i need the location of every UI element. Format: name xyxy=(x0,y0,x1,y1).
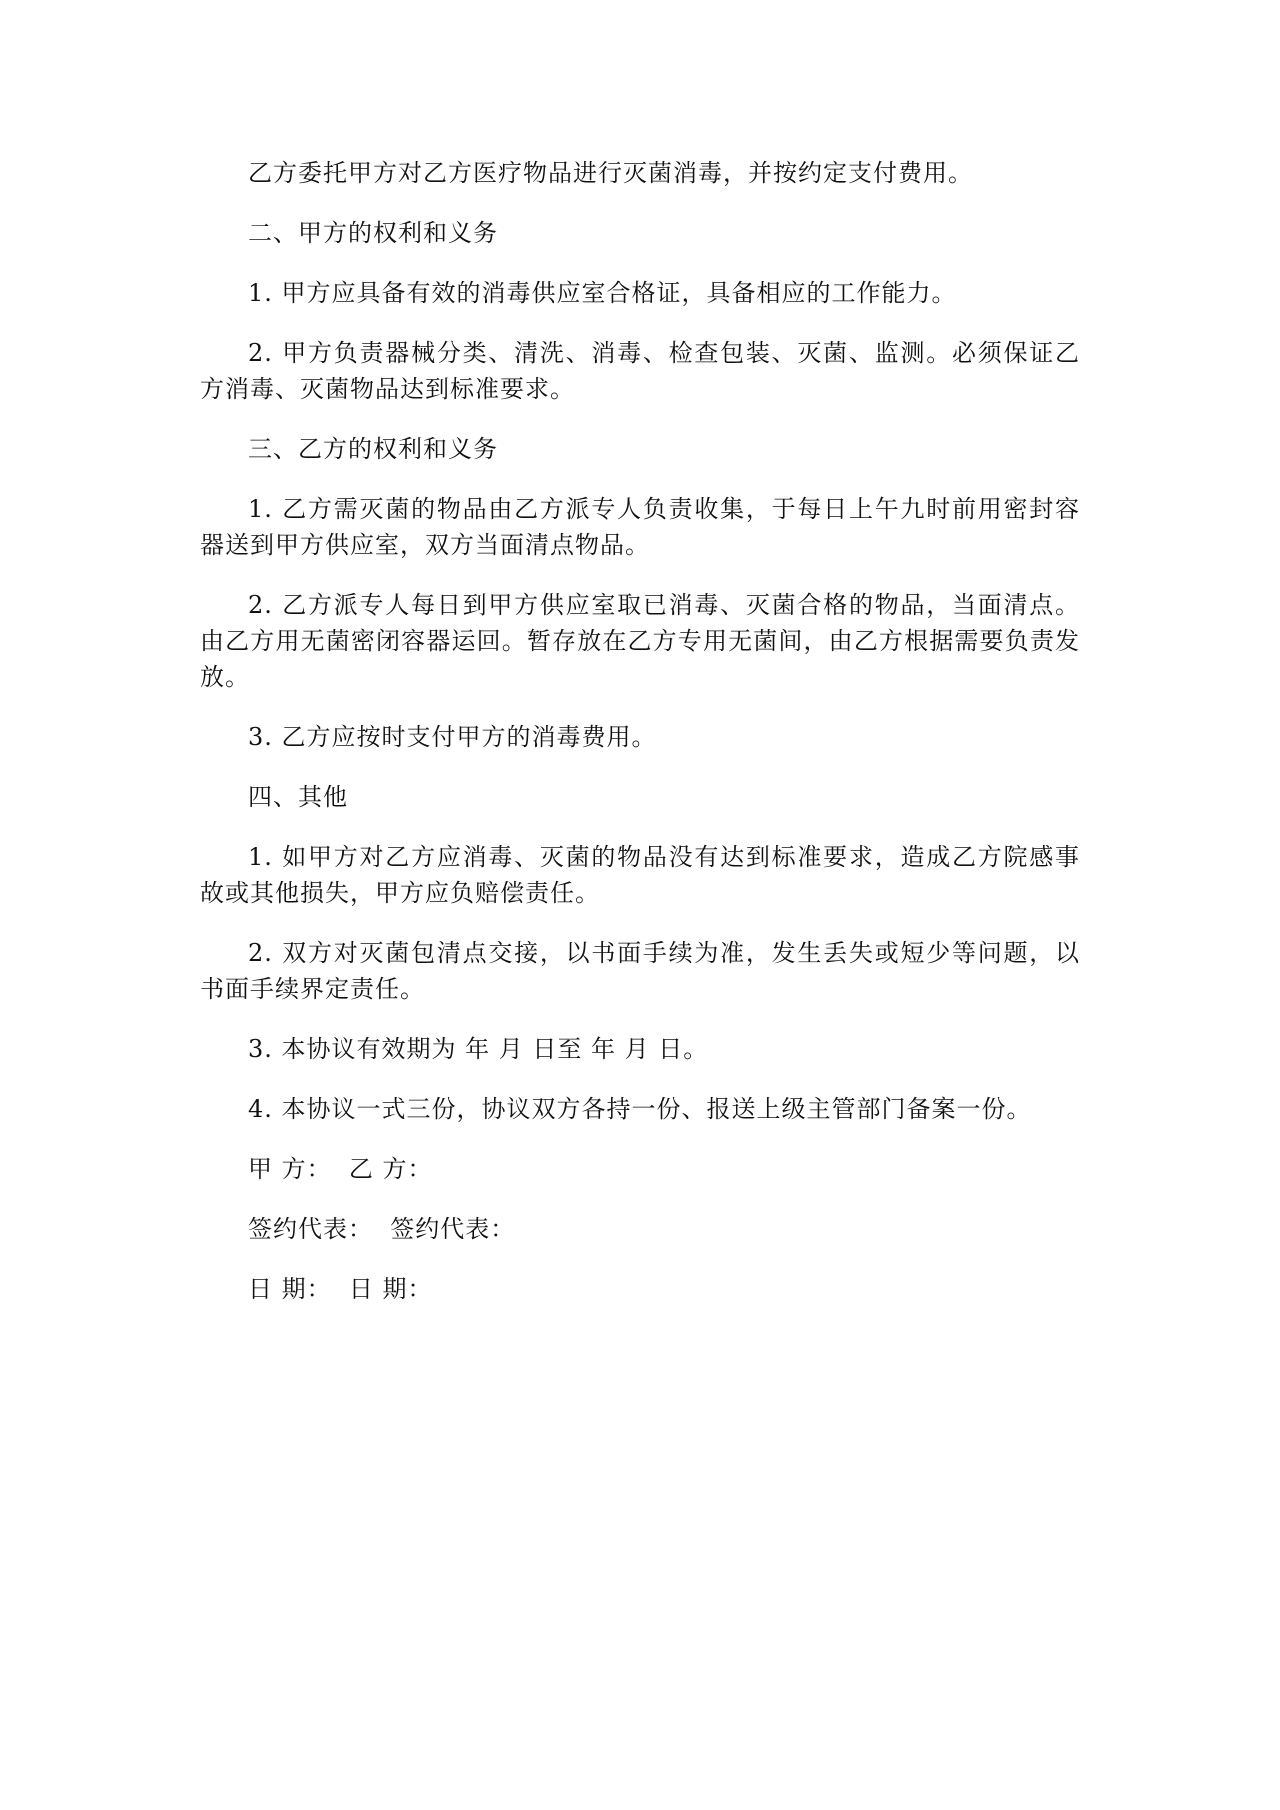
document-body xyxy=(200,155,1080,1331)
signature-party-row xyxy=(200,1151,1080,1187)
clause-other-1: 1. 如甲方对乙方应消毒、灭菌的物品没有达到标准要求，造成乙方院感事故或其他损失，甲方应负赔偿责任。 xyxy=(200,843,1080,907)
clause-b-2: 2. 乙方派专人每日到甲方供应室取已消毒、灭菌合格的物品，当面清点。由乙方用无菌密闭容器运回。暂存放在乙方专用无菌间，由乙方根据需要负责发放。 xyxy=(200,591,1080,691)
heading-other: 四、其他 xyxy=(248,783,348,811)
rep-b-label: 签约代表： xyxy=(390,1215,516,1243)
clause-other-2: 2. 双方对灭菌包清点交接，以书面手续为准，发生丢失或短少等问题，以书面手续界定责任。 xyxy=(200,939,1080,1003)
clause-other-4: 4. 本协议一式三份，协议双方各持一份、报送上级主管部门备案一份。 xyxy=(248,1095,1032,1123)
paragraph-intro: 乙方委托甲方对乙方医疗物品进行灭菌消毒，并按约定支付费用。 xyxy=(248,159,973,187)
date-b-label: 日 期： xyxy=(348,1275,433,1303)
clause-b-1: 1. 乙方需灭菌的物品由乙方派专人负责收集，于每日上午九时前用密封容器送到甲方供应室，双方当面清点物品。 xyxy=(200,495,1080,559)
signature-date-row xyxy=(200,1271,1080,1307)
clause-a-2: 2. 甲方负责器械分类、清洗、消毒、检查包装、灭菌、监测。必须保证乙方消毒、灭菌物品达到标准要求。 xyxy=(200,339,1080,403)
party-b-label: 乙 方： xyxy=(348,1155,433,1183)
clause-other-3: 3. 本协议有效期为 年 月 日至 年 月 日。 xyxy=(248,1035,709,1063)
signature-rep-row xyxy=(200,1211,1080,1247)
date-a-label: 日 期： xyxy=(248,1275,332,1303)
heading-party-b-rights: 三、乙方的权利和义务 xyxy=(248,435,498,463)
heading-party-a-rights: 二、甲方的权利和义务 xyxy=(248,219,498,247)
clause-b-3: 3. 乙方应按时支付甲方的消毒费用。 xyxy=(248,723,657,751)
party-a-label: 甲 方： xyxy=(248,1155,332,1183)
rep-a-label: 签约代表： xyxy=(248,1215,373,1243)
clause-a-1: 1. 甲方应具备有效的消毒供应室合格证，具备相应的工作能力。 xyxy=(248,279,957,307)
